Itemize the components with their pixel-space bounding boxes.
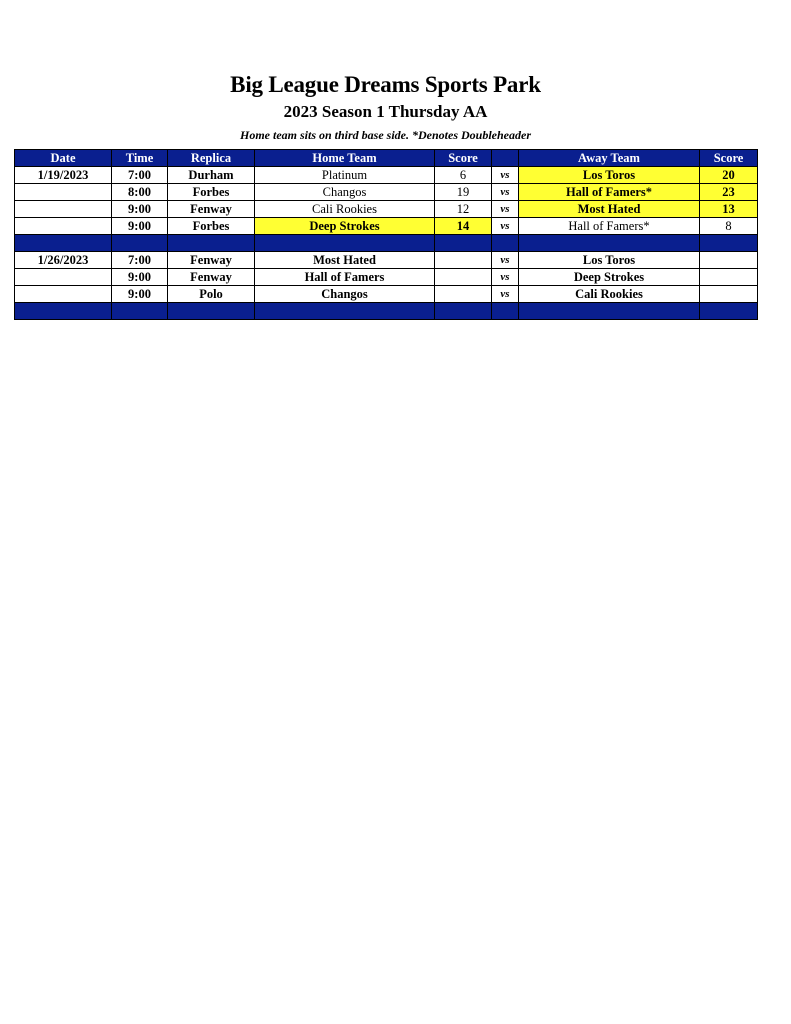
home-team: Deep Strokes [255,218,435,235]
game-time: 9:00 [112,218,168,235]
away-score: 8 [700,218,758,235]
game-date [15,184,112,201]
home-team: Hall of Famers [255,269,435,286]
schedule-table [14,149,758,320]
table-header-row [15,150,758,167]
game-date [15,201,112,218]
game-replica: Polo [168,286,255,303]
home-team: Most Hated [255,252,435,269]
week-separator [15,235,758,252]
table-row [15,167,758,184]
game-replica: Forbes [168,184,255,201]
away-score [700,252,758,269]
away-score: 20 [700,167,758,184]
away-team: Cali Rookies [519,286,700,303]
away-team: Los Toros [519,167,700,184]
home-team: Cali Rookies [255,201,435,218]
away-score: 23 [700,184,758,201]
game-replica: Fenway [168,252,255,269]
game-time: 9:00 [112,201,168,218]
away-team: Deep Strokes [519,269,700,286]
away-team: Most Hated [519,201,700,218]
home-team: Platinum [255,167,435,184]
vs-label: vs [492,286,519,303]
game-time: 8:00 [112,184,168,201]
home-score: 14 [435,218,492,235]
away-score: 13 [700,201,758,218]
home-team: Changos [255,286,435,303]
col-header-time: Time [112,150,168,167]
home-score [435,269,492,286]
col-header-replica: Replica [168,150,255,167]
col-header-home-team: Home Team [255,150,435,167]
home-score [435,252,492,269]
game-date [15,218,112,235]
game-replica: Fenway [168,201,255,218]
game-replica: Durham [168,167,255,184]
home-score: 6 [435,167,492,184]
page-subtitle: 2023 Season 1 Thursday AA [283,102,488,121]
page-title: Big League Dreams Sports Park [230,72,541,97]
home-team: Changos [255,184,435,201]
table-row [15,286,758,303]
home-score [435,286,492,303]
col-header-date: Date [15,150,112,167]
game-replica: Forbes [168,218,255,235]
game-date: 1/19/2023 [15,167,112,184]
page-note: Home team sits on third base side. *Denotes Doubleheader [240,128,531,142]
vs-label: vs [492,167,519,184]
table-row [15,252,758,269]
game-time: 9:00 [112,286,168,303]
away-score [700,269,758,286]
away-score [700,286,758,303]
vs-label: vs [492,201,519,218]
col-header-away-team: Away Team [519,150,700,167]
game-time: 7:00 [112,252,168,269]
table-row [15,184,758,201]
game-replica: Fenway [168,269,255,286]
game-date [15,269,112,286]
vs-label: vs [492,269,519,286]
away-team: Hall of Famers* [519,218,700,235]
col-header-home-score: Score [435,150,492,167]
vs-label: vs [492,184,519,201]
away-team: Los Toros [519,252,700,269]
away-team: Hall of Famers* [519,184,700,201]
game-date [15,286,112,303]
week-separator [15,303,758,320]
col-header-vs [492,150,519,167]
game-time: 7:00 [112,167,168,184]
vs-label: vs [492,218,519,235]
table-row [15,269,758,286]
table-row [15,218,758,235]
vs-label: vs [492,252,519,269]
table-row [15,201,758,218]
home-score: 12 [435,201,492,218]
game-time: 9:00 [112,269,168,286]
col-header-away-score: Score [700,150,758,167]
home-score: 19 [435,184,492,201]
game-date: 1/26/2023 [15,252,112,269]
